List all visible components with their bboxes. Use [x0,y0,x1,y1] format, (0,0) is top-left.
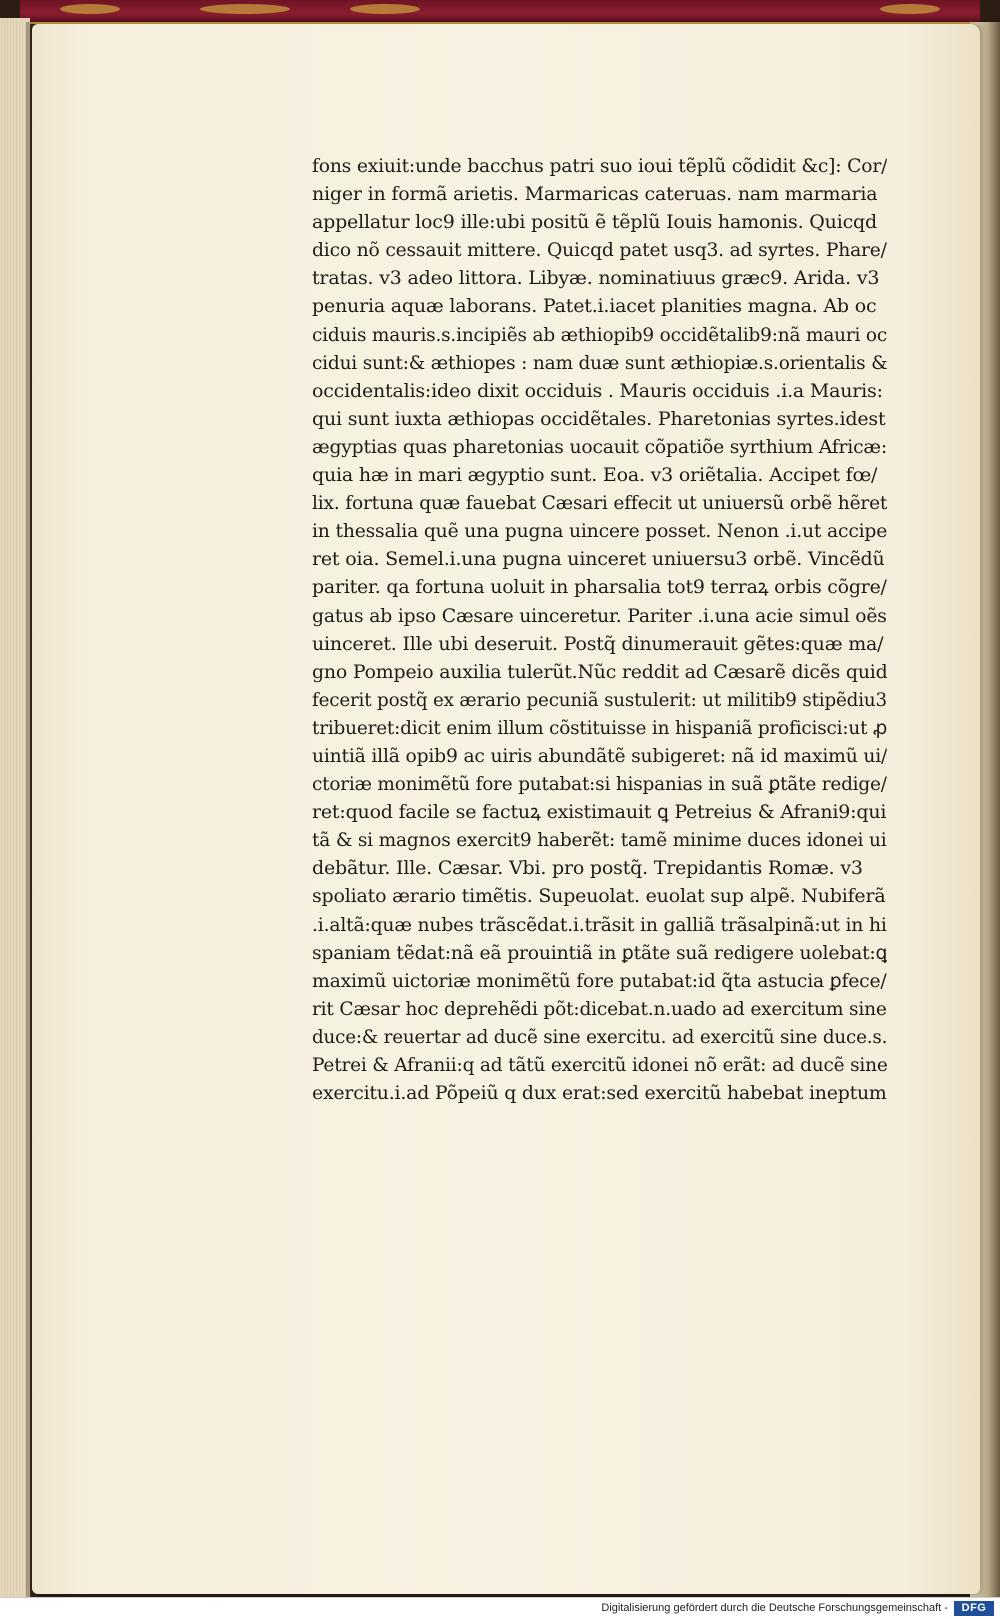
text-line: fecerit postq̃ ex ærario pecuniã sustulerit: ut militib9 stipẽdiu3 [312,688,887,711]
dfg-logo: DFG [954,1601,994,1616]
book-binding-top [20,0,980,24]
text-line: pariter. qa fortuna uoluit in pharsalia tot9 terraꝝ orbis cõgre/ [312,576,887,599]
text-line: in thessalia quẽ una pugna uincere posset. Nenon .i.ut accipe [312,520,888,543]
text-line: qui sunt iuxta æthiopas occidẽtales. Pharetonias syrtes.idest [312,407,886,430]
text-line: lix. fortuna quæ fauebat Cæsari effecit ut uniuersũ orbẽ hẽret [312,492,888,515]
text-line: spoliato ærario timẽtis. Supeuolat. euolat sup alpẽ. Nubiferã [312,885,886,908]
text-line: uintiã illã opib9 ac uiris abundãtẽ subigeret: nã id maximũ ui/ [312,744,887,767]
footer-credit: Digitalisierung gefördert durch die Deutsche Forschungsgemeinschaft - [601,1602,948,1614]
text-line: fons exiuit:unde bacchus patri suo ioui tẽplũ cõdidit &c]: Cor/ [312,155,887,177]
text-line: gno Pompeio auxilia tulerũt.Nũc reddit ad Cæsarẽ dicẽs quid [312,660,888,683]
text-line: tã & si magnos exercit9 haberẽt: tamẽ minime duces idonei ui [312,829,887,852]
gold-ornament [350,4,420,14]
text-line: penuria aquæ laborans. Patet.i.iacet planities magna. Ab oc [312,295,877,318]
text-line: uinceret. Ille ubi deseruit. Postq̃ dinumerauit gẽtes:quæ ma/ [312,632,884,655]
text-line: spaniam tẽdat:nã eã prouintiã in ꝑtãte suã redigere uolebat:ꝗ [312,941,888,964]
text-line: tratas. v3 adeo littora. Libyæ. nominatiuus græc9. Arida. v3 [312,267,880,290]
text-line: maximũ uictoriæ monimẽtũ fore putabat:id q̃ta astucia ꝑfece/ [312,969,887,992]
gold-ornament [880,4,940,14]
page-text [312,152,912,1107]
text-line: ctoriæ monimẽtũ fore putabat:si hispanias in suã ꝑtãte redige/ [312,773,887,796]
text-line: Petrei & Afranii:q ad tãtũ exercitũ idonei nõ erãt: ad ducẽ sine [312,1054,888,1076]
text-line: tribueret:dicit enim illum cõstituisse in hispaniã proficisci:ut ꝓ [312,716,887,739]
text-line: ret:quod facile se factuꝝ existimauit ꝗ Petreius & Afrani9:qui [312,801,887,824]
gold-ornament [60,4,120,14]
text-line: quia hæ in mari ægyptio sunt. Eoa. v3 oriẽtalia. Accipet fœ/ [312,464,878,487]
text-line: niger in formã arietis. Marmaricas cateruas. nam marmaria [312,183,878,206]
text-line: .i.altã:quæ nubes trãscẽdat.i.trãsit in galliã trãsalpinã:ut in hi [312,913,887,936]
text-line: rit Cæsar hoc deprehẽdi põt:dicebat.n.uado ad exercitum sine [312,997,887,1020]
text-line: appellatur loc9 ille:ubi positũ ẽ tẽplũ Iouis hamonis. Quicqd [312,211,877,234]
text-line: ægyptias quas pharetonias uocauit cõpatiõe syrthium Africæ: [312,435,887,458]
text-line: ret oia. Semel.i.una pugna uinceret uniuersu3 orbẽ. Vincẽdũ [312,548,885,571]
footer-bar [0,1597,1000,1619]
text-line: gatus ab ipso Cæsare uinceretur. Pariter .i.una acie simul oẽs [312,604,887,627]
text-line: duce:& reuertar ad ducẽ sine exercitu. ad exercitũ sine duce.s. [312,1025,888,1048]
text-line: dico nõ cessauit mittere. Quicqd patet usq3. ad syrtes. Phare/ [312,239,887,262]
text-line: ciduis mauris.s.incipiẽs ab æthiopib9 occidẽtalib9:nã mauri oc [312,323,887,346]
text-line: occidentalis:ideo dixit occiduis . Mauris occiduis .i.a Mauris: [312,379,883,402]
text-line: cidui sunt:& æthiopes : nam duæ sunt æthiopiæ.s.orientalis & [312,351,888,374]
gold-ornament [200,4,290,14]
text-line: debãtur. Ille. Cæsar. Vbi. pro postq̃. Trepidantis Romæ. v3 [312,857,863,880]
text-line: exercitu.i.ad Põpeiũ q dux erat:sed exercitũ habebat ineptum [312,1082,887,1105]
